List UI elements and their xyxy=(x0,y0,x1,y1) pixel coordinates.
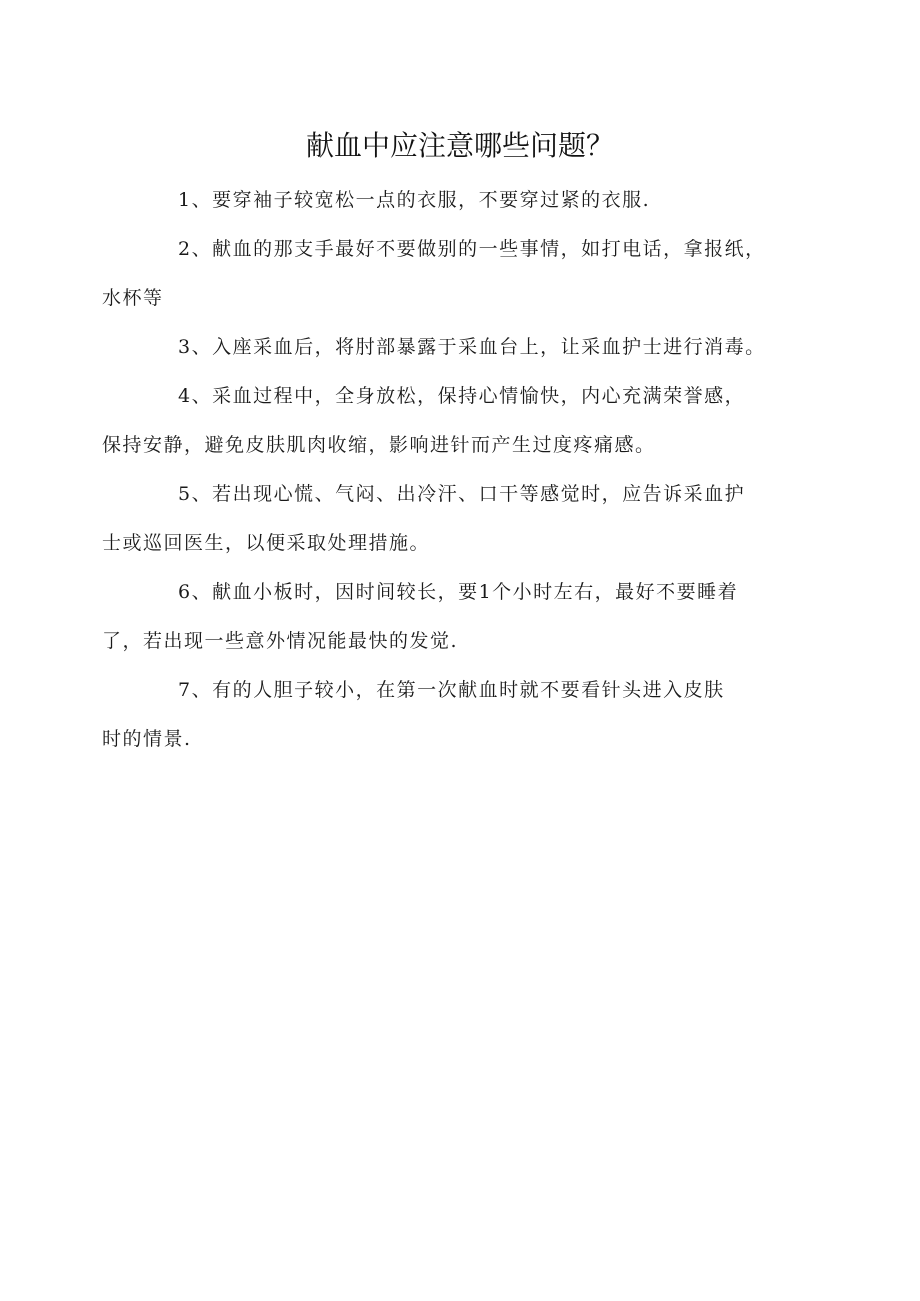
paragraph-6 xyxy=(102,568,790,666)
paragraph-1 xyxy=(140,176,790,225)
paragraph-7 xyxy=(102,666,790,764)
paragraph-5 xyxy=(102,470,790,568)
document-body xyxy=(102,176,790,764)
paragraph-7-line-2: 时的情景. xyxy=(102,728,192,750)
paragraph-2 xyxy=(102,225,790,323)
paragraph-3 xyxy=(140,323,790,372)
paragraph-2-line-2: 水杯等 xyxy=(102,287,164,309)
paragraph-6-line-1: 6、献血小板时，因时间较长，要1个小时左右，最好不要睡着 xyxy=(178,581,739,603)
paragraph-5-line-2: 士或巡回医生，以便采取处理措施。 xyxy=(102,532,431,554)
paragraph-7-line-1: 7、有的人胆子较小，在第一次献血时就不要看针头进入皮肤 xyxy=(178,679,725,701)
paragraph-4 xyxy=(102,372,790,470)
paragraph-2-line-1: 2、献血的那支手最好不要做别的一些事情，如打电话，拿报纸， xyxy=(178,238,766,260)
paragraph-4-line-2: 保持安静，避免皮肤肌肉收缩，影响进针而产生过度疼痛感。 xyxy=(102,434,656,456)
paragraph-1-line-1: 1、要穿袖子较宽松一点的衣服，不要穿过紧的衣服. xyxy=(178,189,651,211)
paragraph-4-line-1: 4、采血过程中，全身放松，保持心情愉快，内心充满荣誉感， xyxy=(178,385,746,407)
page-title: 献血中应注意哪些问题？ xyxy=(305,129,614,162)
paragraph-5-line-1: 5、若出现心慌、气闷、出冷汗、口干等感觉时，应告诉采血护 xyxy=(178,483,746,505)
paragraph-3-line-1: 3、入座采血后，将肘部暴露于采血台上，让采血护士进行消毒。 xyxy=(178,336,766,358)
paragraph-6-line-2: 了，若出现一些意外情况能最快的发觉. xyxy=(102,630,459,652)
